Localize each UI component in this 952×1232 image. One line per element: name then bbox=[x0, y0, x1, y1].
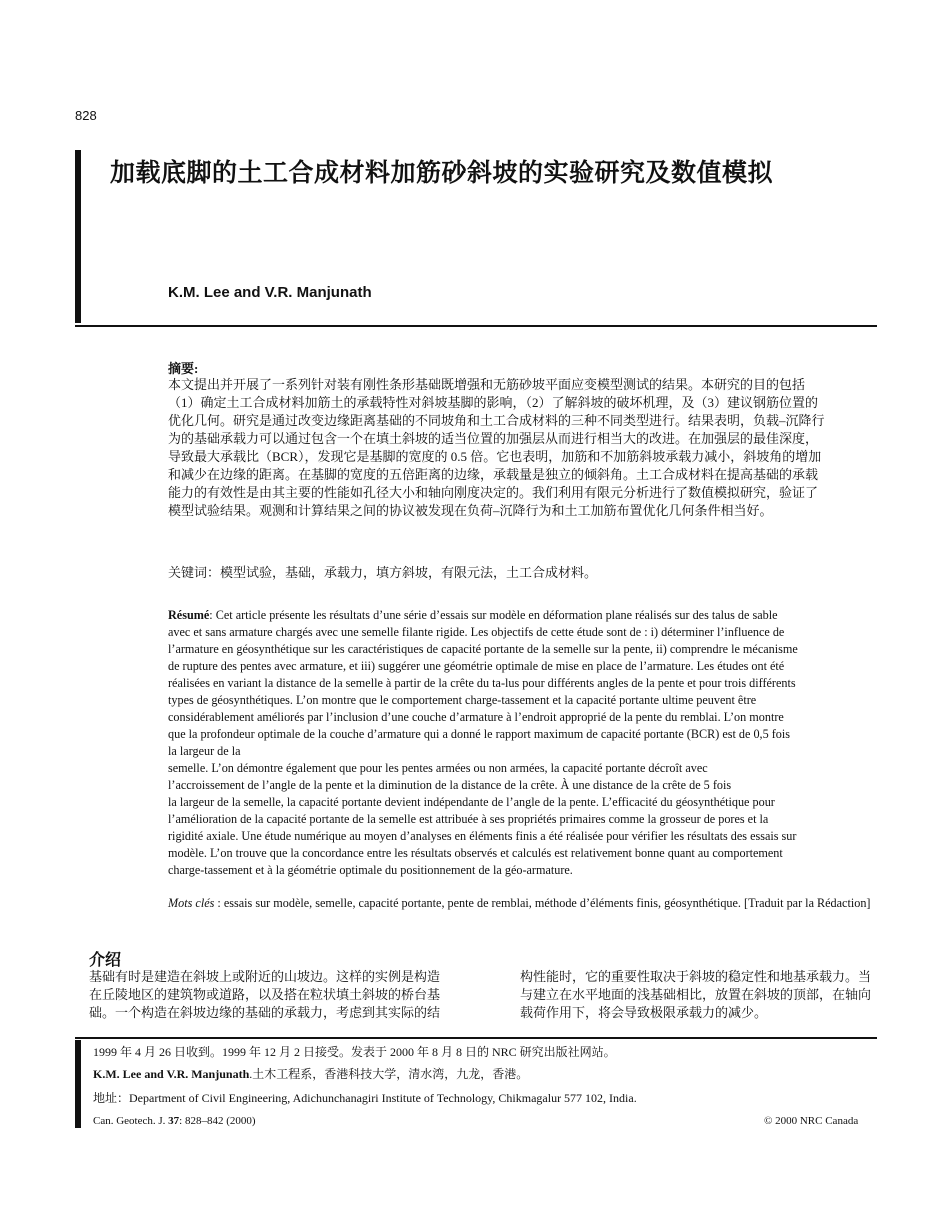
intro-line: 构性能时，它的重要性取决于斜坡的稳定性和地基承载力。当 bbox=[520, 969, 872, 984]
french-abstract-line: semelle. L’on démontre également que pour les pentes armées ou non armées, la capacité portante décroît avec bbox=[168, 761, 708, 775]
chinese-abstract-line: 优化几何。研究是通过改变边缘距离基础的不同坡角和土工合成材料的三种不同类型进行。结果表明，负载–沉降行 bbox=[168, 413, 825, 428]
french-keywords bbox=[168, 890, 894, 917]
french-abstract-line: réalisées en variant la distance de la semelle à partir de la crête du ta-lus pour différents angles de la pente et pour trois différents bbox=[168, 676, 796, 690]
french-abstract-line: la largeur de la semelle, la capacité portante devient indépendante de l’angle de la pente. L’efficacité du géosynthétique pour bbox=[168, 795, 775, 809]
french-abstract-line: types de géosynthétiques. L’on montre que le comportement charge-tassement et la capacité portante ultime peuvent être bbox=[168, 693, 757, 707]
copyright-notice: © 2000 NRC Canada bbox=[764, 1115, 859, 1127]
chinese-abstract bbox=[168, 376, 888, 520]
french-abstract bbox=[168, 607, 894, 879]
title-side-bar bbox=[75, 150, 81, 323]
intro-line: 与建立在水平地面的浅基础相比，放置在斜坡的顶部，在轴向 bbox=[520, 987, 872, 1002]
french-abstract-line: modèle. L’on trouve que la concordance entre les résultats observés et calculés est relativement bonne quant au comportement bbox=[168, 846, 783, 860]
chinese-abstract-line: 为的基础承载力可以通过包含一个在填土斜坡的适当位置的加强层从而进行相当大的改进。在加强层的最佳深度， bbox=[168, 431, 819, 446]
chinese-abstract-line: 本文提出并开展了一系列针对装有刚性条形基础既增强和无筋砂坡平面应变模型测试的结果。本研究的目的包括 bbox=[168, 377, 806, 392]
footnote-received: 1999 年 4 月 26 日收到。1999 年 12 月 2 日接受。发表于 2000 年 8 月 8 日的 NRC 研究出版社网站。 bbox=[93, 1045, 616, 1059]
french-abstract-line: considérablement améliorés par l’inclusion d’une couche d’armature à l’endroit approprié de la pente du remblai. L’on montre bbox=[168, 710, 784, 724]
journal-volume: 37 bbox=[168, 1115, 180, 1127]
french-abstract-line: charge-tassement et à la géométrie optimale du positionnement de la géo-armature. bbox=[168, 863, 573, 877]
french-abstract-line: la largeur de la bbox=[168, 744, 241, 758]
intro-line: 在丘陵地区的建筑物或道路，以及搭在粒状填土斜坡的桥台基 bbox=[89, 987, 441, 1002]
intro-column-left bbox=[89, 968, 489, 1022]
footnote-authors-names: K.M. Lee and V.R. Manjunath bbox=[93, 1067, 250, 1081]
chinese-abstract-line: 导致最大承载比（BCR），发现它是基脚的宽度的 0.5 倍。它也表明，加筋和不加筋斜坡承载力减小，斜坡角的增加 bbox=[168, 449, 822, 464]
french-abstract-line: l’armature en géosynthétique sur les caractéristiques de capacité portante de la semelle sur la pente, ii) comprendre le mécanisme bbox=[168, 642, 798, 656]
intro-line: 础。一个构造在斜坡边缘的基础的承载力，考虑到其实际的结 bbox=[89, 1005, 441, 1020]
footnote-address: 地址：Department of Civil Engineering, Adichunchanagiri Institute of Technology, Chikmagalur 577 102, India. bbox=[93, 1091, 637, 1105]
french-keywords-text: : essais sur modèle, semelle, capacité portante, pente de remblai, méthode d’éléments finis, géosynthétique. [Traduit par la Rédaction] bbox=[214, 896, 871, 910]
french-abstract-label: Résumé bbox=[168, 608, 210, 622]
page-number: 828 bbox=[75, 108, 97, 123]
french-abstract-line: l’accroissement de l’angle de la pente et la diminution de la distance de la crête. À une distance de la crête de 5 fois bbox=[168, 778, 732, 792]
french-abstract-line: avec et sans armature chargés avec une semelle filante rigide. Les objectifs de cette étude sont de : i) déterminer l’influence de bbox=[168, 625, 785, 639]
footnote-authors-affiliation: .土木工程系，香港科技大学，清水湾，九龙，香港。 bbox=[249, 1067, 529, 1081]
footnote-side-bar bbox=[75, 1040, 81, 1128]
chinese-abstract-line: 模型试验结果。观测和计算结果之间的协议被发现在负荷–沉降行为和土工加筋布置优化几何条件相当好。 bbox=[168, 503, 773, 518]
chinese-abstract-line: （1）确定土工合成材料加筋土的承载特性对斜坡基脚的影响，（2）了解斜坡的破坏机理，及（3）建议钢筋位置的 bbox=[168, 395, 819, 410]
chinese-abstract-line: 和减少在边缘的距离。在基脚的宽度的五倍距离的边缘，承载量是独立的倾斜角。土工合成材料在提高基础的承载 bbox=[168, 467, 819, 482]
chinese-abstract-label: 摘要: bbox=[168, 361, 199, 376]
french-abstract-line: Résumé: Cet article présente les résultats d’une série d’essais sur modèle en déformation plane réalisés sur des talus de sable bbox=[168, 608, 778, 622]
french-abstract-line: l’amélioration de la capacité portante de la semelle est attribuée à ses propriétés primaires comme la grosseur de pores et la bbox=[168, 812, 769, 826]
intro-line: 载荷作用下，将会导致极限承载力的减少。 bbox=[520, 1005, 768, 1020]
intro-line: 基础有时是建造在斜坡上或附近的山坡边。这样的实例是构造 bbox=[89, 969, 441, 984]
french-abstract-line: que la profondeur optimale de la couche d’armature qui a donné le rapport maximum de capacité portante (BCR) est de 0,5 fois bbox=[168, 727, 791, 741]
french-abstract-line: de rupture des pentes avec armature, et iii) suggérer une géométrie optimale de mise en place de l’armature. Les études ont été bbox=[168, 659, 785, 673]
journal-citation: Can. Geotech. J. 37: 828–842 (2000) bbox=[93, 1115, 256, 1127]
footnote-divider bbox=[75, 1037, 877, 1039]
intro-heading: 介绍 bbox=[89, 952, 122, 969]
paper-authors: K.M. Lee and V.R. Manjunath bbox=[168, 284, 372, 301]
intro-column-right bbox=[520, 968, 910, 1022]
french-abstract-line: rigidité axiale. Une étude numérique au moyen d’analyses en éléments finis a été réalisée pour vérifier les résultats des essais sur bbox=[168, 829, 797, 843]
chinese-abstract-line: 能力的有效性是由其主要的性能如孔径大小和轴向刚度决定的。我们利用有限元分析进行了数值模拟研究，验证了 bbox=[168, 485, 819, 500]
paper-title: 加载底脚的土工合成材料加筋砂斜坡的实验研究及数值模拟 bbox=[110, 159, 774, 187]
chinese-keywords: 关键词：模型试验，基础，承载力，填方斜坡，有限元法，土工合成材料。 bbox=[168, 565, 598, 580]
title-divider bbox=[75, 325, 877, 327]
footnote-authors bbox=[93, 1065, 528, 1082]
french-keywords-label: Mots clés bbox=[168, 896, 215, 910]
